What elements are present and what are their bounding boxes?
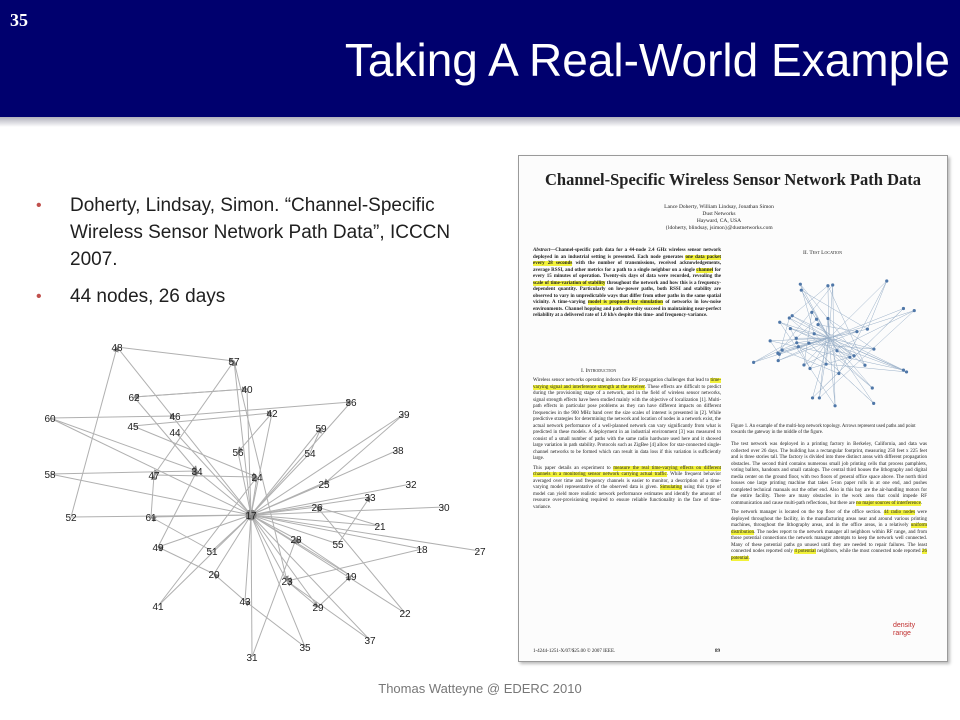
graph-node-label: 42 [266, 409, 278, 420]
slide-header [0, 0, 960, 117]
graph-node-label: 35 [299, 643, 311, 654]
paper-copyright: 1-4244-1251-X/07/$25.00 © 2007 IEEE. [533, 649, 616, 654]
topology-node [813, 332, 816, 335]
graph-node-label: 26 [311, 503, 323, 514]
graph-edge [317, 507, 405, 613]
test-text: . [920, 500, 923, 506]
graph-node-label: 61 [145, 513, 157, 524]
abstract-text: Channel-specific path data for a 44-node 2.4 GHz wireless sensor network deployed in an industrial setting is presented. Each node generates [533, 248, 721, 260]
topology-node [789, 327, 792, 330]
topology-node [863, 364, 866, 367]
section-heading-intro: I. Introduction [581, 368, 617, 374]
graph-node-label: 51 [206, 547, 218, 558]
highlight: no major sources of interference [856, 500, 921, 506]
graph-node-label: 19 [345, 572, 357, 583]
paper-figure-topology [725, 256, 933, 420]
graph-node-label: 20 [208, 570, 220, 581]
graph-edge [117, 347, 234, 361]
topology-edge [833, 285, 835, 406]
slide-footer: Thomas Watteyne @ EDERC 2010 [378, 681, 582, 696]
graph-node-label: 62 [128, 393, 140, 404]
graph-node-label: 23 [281, 577, 293, 588]
intro-text: . While frequent behavior averaged over time and frequency channels is easier to monitor, a description of a time-varying model representative of the observed data is given. [533, 472, 721, 490]
topology-node [795, 337, 798, 340]
graph-node-label: 60 [44, 414, 56, 425]
paper-title: Channel-Specific Wireless Sensor Network Path Data [545, 170, 921, 189]
graph-node-label: 54 [304, 449, 316, 460]
slide-number: 35 [10, 10, 28, 30]
graph-edge [50, 418, 251, 515]
highlight: time-varying signal and interference strength at the receiver [533, 378, 721, 390]
paper-abstract [533, 248, 721, 320]
paper-company: Dust Networks [702, 211, 736, 217]
topology-node [872, 402, 875, 405]
graph-node-label: 55 [332, 540, 344, 551]
topology-node [811, 396, 814, 399]
topology-node [826, 317, 829, 320]
topology-node [808, 367, 811, 370]
graph-edge [251, 428, 321, 515]
highlight: one data packet every 28 seconds [533, 254, 721, 266]
topology-node [797, 345, 800, 348]
abstract-text: with the number of transmissions, received acknowledgements, average RSSI, and other metrics for a path to a single neighbor on a single [533, 261, 721, 273]
graph-node-label: 21 [374, 522, 386, 533]
graph-node-label: 40 [241, 385, 253, 396]
header-shadow [0, 117, 960, 127]
graph-node-label: 38 [392, 446, 404, 457]
graph-node-label: 36 [345, 398, 357, 409]
topology-node [826, 284, 829, 287]
abstract-text: of networks in low-noise environments. Channel hopping and path diversity succeed in maintaining near-perfect reliability at a delivered rate of 1.0 kb/s despite this time- and frequency-variance. [533, 300, 722, 318]
graph-edge [287, 581, 370, 640]
topology-edge [800, 284, 829, 338]
graph-node-label: 48 [111, 343, 123, 354]
topology-edge [754, 343, 797, 363]
network-topology-graph [40, 335, 500, 670]
topology-edge [829, 281, 887, 338]
topology-node [815, 318, 818, 321]
topology-node [885, 279, 888, 282]
topology-node [825, 363, 828, 366]
topology-node [902, 368, 905, 371]
highlight: measure the real time-varying effects on different channels in a monitoring sensor network carrying actual traffic [533, 465, 721, 477]
graph-node-label: 39 [398, 410, 410, 421]
graph-node-label: 18 [416, 545, 428, 556]
test-text: were deployed throughout the facility, in the manufacturing areas near and around various printing machines, throughout the lithography areas, and in the office areas, in a relatively [731, 510, 927, 528]
topology-node [807, 342, 810, 345]
graph-node-label: 25 [318, 480, 330, 491]
graph-node-label: 17 [245, 511, 257, 522]
highlight: 26 potential [731, 549, 927, 561]
paper-test-location [731, 442, 927, 565]
topology-node [799, 283, 802, 286]
topology-node [781, 348, 784, 351]
graph-node-label: 59 [315, 424, 327, 435]
topology-node [913, 309, 916, 312]
bullet-icon: • [36, 288, 42, 305]
topology-node [816, 323, 819, 326]
graph-edge [175, 432, 251, 515]
graph-node-label: 29 [312, 603, 324, 614]
topology-edge [829, 311, 914, 338]
topology-node [802, 363, 805, 366]
graph-node-label: 45 [127, 422, 139, 433]
bullet-text: Doherty, Lindsay, Simon. “Channel-Specific Wireless Sensor Network Path Data”, ICCCN 2007. [70, 195, 451, 270]
graph-node-label: 44 [169, 428, 181, 439]
bullet-item [30, 283, 500, 310]
intro-text: using this type of model can yield more realistic network performance estimates and identify the amount of resource over-provisioning required to ensure reliable functionality in the face of time-variance. [533, 485, 721, 510]
abstract-text: throughout the network and how this is a frequency-dependent quantity. Particularly on low-power paths, both RSSI and stability are observed to vary in unpredictable ways that differ from other paths in the same spatial vicinity. A time-varying [533, 280, 722, 305]
topology-edge [804, 311, 914, 365]
graph-node-label: 52 [65, 513, 77, 524]
graph-edges [50, 347, 480, 657]
topology-node [752, 361, 755, 364]
topology-node [872, 347, 875, 350]
bullet-text: 44 nodes, 26 days [70, 286, 226, 307]
intro-paragraph [533, 466, 721, 512]
graph-edge [50, 416, 175, 418]
highlight: Simulating [659, 485, 682, 490]
topology-node [777, 359, 780, 362]
topology-node [871, 386, 874, 389]
topology-node [795, 341, 798, 344]
graph-node-label: 22 [399, 609, 411, 620]
test-paragraph [731, 510, 927, 562]
graph-node-label: 37 [364, 636, 376, 647]
graph-edge [338, 497, 370, 544]
intro-text: . These effects are difficult to predict during the provisioning stage of a network, and in the field of wireless sensor networks, signal strength effects have been studied mainly with the objective of localization [1]. Multi-path effects in particular pose problems as they can have different impacts on different frequencies in the 900 MHz band over the size scales of interest is presented in [2]. While predictive strategies for determining the network and location of nodes in a network exist, the actual network performance of a well-planned network can vary significantly from what is predicted in these models. A deployment in an industrial environment [3] was measured to consist of a small number of paths with the same radio hardware used here and it showed large variation in path stability. Protocols such as ZigBee [4] allow for star-connected single-channel networks to be formed which can result in data loss if this variation is sufficiently large. [533, 384, 721, 461]
graph-node-label: 24 [251, 473, 263, 484]
graph-node-label: 58 [44, 470, 56, 481]
graph-node-label: 28 [290, 535, 302, 546]
paper-emails: {ldoherty, blindsay, jsimon}@dustnetworks.com [665, 225, 773, 231]
bullet-icon: • [36, 197, 42, 214]
slide-title: Taking A Real-World Example [344, 34, 950, 86]
graph-edge [251, 515, 252, 657]
graph-node-label: 30 [438, 503, 450, 514]
graph-edge [133, 413, 272, 426]
topology-node [902, 307, 905, 310]
graph-node-label: 41 [152, 602, 164, 613]
paper-location: Hayward, CA, USA [696, 218, 742, 224]
topology-node [837, 372, 840, 375]
graph-node-label: 46 [169, 412, 181, 423]
highlight: scale of time-variation of stability [533, 280, 606, 286]
graph-node-label: 49 [152, 543, 164, 554]
topology-node [833, 404, 836, 407]
graph-node-labels [44, 343, 486, 664]
topology-node [769, 339, 772, 342]
topology-node [855, 330, 858, 333]
abstract-text: for every 15 minutes of operation. Twenty-six days of data were recorded, revealing the [533, 267, 721, 279]
topology-edge [789, 318, 872, 388]
graph-node-label: 33 [364, 493, 376, 504]
highlight: model is proposed for simulation [587, 300, 663, 305]
topology-node [810, 311, 813, 314]
topology-node [905, 370, 908, 373]
graph-node-label: 27 [474, 547, 486, 558]
topology-node [788, 316, 791, 319]
section-heading-test-location: II. Test Location [803, 250, 843, 256]
figure-caption: Figure 1. An example of the multi-hop network topology. Arrows represent used paths and point towards the gateway in the middle of the figure. [731, 424, 916, 435]
topology-node [835, 349, 838, 352]
topology-node [848, 356, 851, 359]
test-text: neighbors, while the most connected node reported [815, 549, 922, 554]
graph-node-label: 31 [246, 653, 258, 664]
topology-edge [829, 285, 833, 338]
density-range-annotation: density range [893, 622, 916, 637]
bullet-list [30, 192, 500, 320]
topology-edge [792, 286, 828, 316]
test-text: . [748, 555, 750, 561]
intro-paragraph [533, 378, 721, 463]
graph-node-label: 57 [228, 357, 240, 368]
graph-node-label: 32 [405, 480, 417, 491]
graph-edge [251, 413, 272, 515]
topology-node [791, 314, 794, 317]
highlight: 4 potential [794, 549, 816, 554]
graph-node-label: 43 [239, 597, 251, 608]
topology-node [852, 354, 855, 357]
highlight: 44 radio nodes [883, 510, 916, 515]
graph-node-label: 56 [232, 448, 244, 459]
topology-node [778, 321, 781, 324]
test-text: . The nodes report to the network manager all neighbors within RF range, and from those potential connections the network manager attempts to keep the network well connected. Many of these potential paths go unused until they are needed to repair failures. The least connected nodes reported only [731, 529, 927, 554]
graph-edge [50, 471, 197, 474]
paper-authors [619, 204, 819, 232]
topology-node [866, 328, 869, 331]
abstract-label: Abstract— [533, 248, 556, 253]
bullet-item [30, 192, 500, 273]
graph-edge [245, 515, 251, 601]
highlight: uniform distribution [731, 523, 927, 535]
graph-node-label: 34 [191, 467, 203, 478]
test-text: The network manager is located on the top floor of the office section. [731, 510, 884, 515]
paper-page [518, 155, 948, 662]
test-paragraph [731, 442, 927, 507]
paper-introduction [533, 378, 721, 514]
graph-edge [251, 515, 318, 607]
intro-text: Wireless sensor networks operating indoors face RF propagation challenges that lead to [533, 378, 711, 383]
paper-author-names: Lance Doherty, William Lindsay, Jonathan Simon [664, 204, 774, 210]
intro-text: This paper details an experiment to [533, 465, 614, 471]
paper-page-number: 89 [715, 649, 720, 654]
topology-node [831, 283, 834, 286]
topology-node [800, 289, 803, 292]
test-text: The test network was deployed in a printing factory in Berkeley, California, and data was collected over 26 days. The building has a rectangular footprint, measuring 250 feet x 225 feet and is three stories tall. The factory is divided into three distinct areas with different propagation obstacles. The second third contains numerous small job printing cells that process pamphlets, voting ballots, handouts and small catalogs. The central third houses the lithography and digital media center on the ground floor, with two floors of general office space above. The north third houses one large printing machine that takes 5-ton paper rolls in at one end, and pushes completed technical manuals out the other end. Also in this bay are the air-handling motors for the entire facility. There are many obstacles in the work area that could impede RF communication and cause multi-path reflections, but there are [731, 442, 927, 506]
topology-node [818, 396, 821, 399]
graph-node-label: 47 [148, 471, 160, 482]
highlight: channel [696, 267, 714, 273]
topology-node [778, 353, 781, 356]
